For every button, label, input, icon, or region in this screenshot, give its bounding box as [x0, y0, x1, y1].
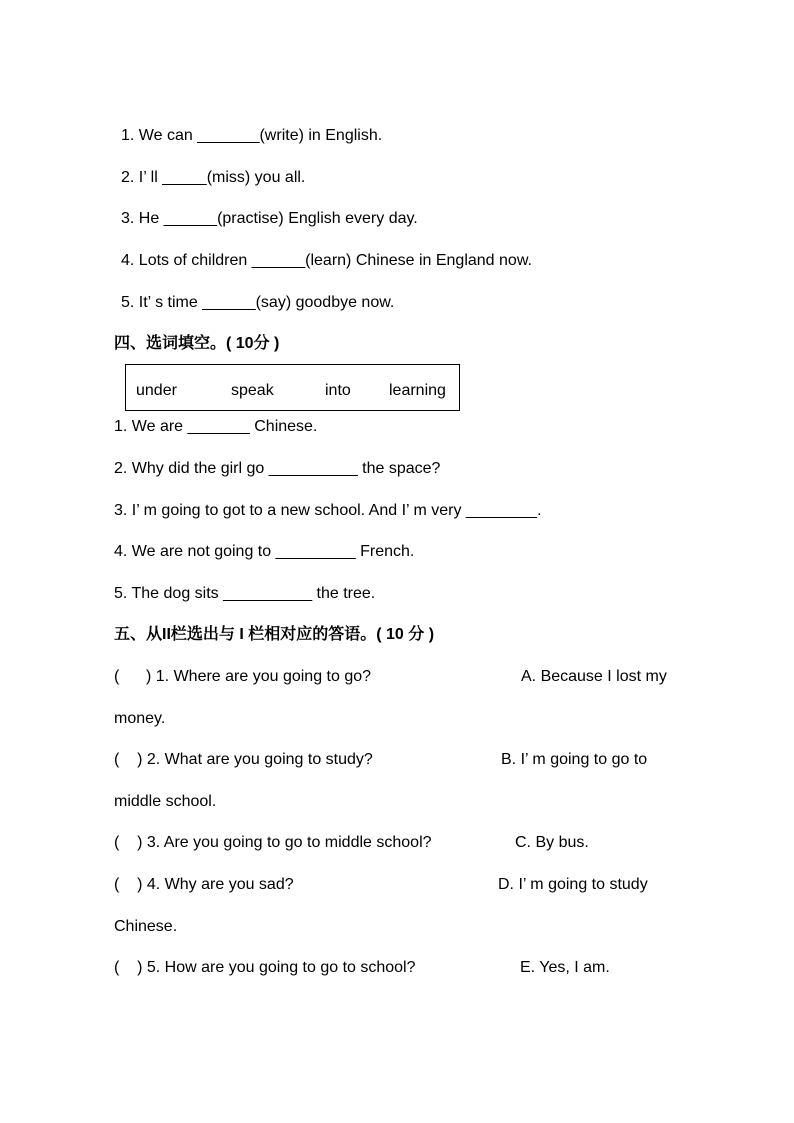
section4-item-1: 1. We are _______ Chinese. — [114, 418, 318, 435]
section4-item-4: 4. We are not going to _________ French. — [114, 543, 415, 560]
section4-item-5: 5. The dog sits __________ the tree. — [114, 585, 376, 602]
section4-title: 四、选词填空。( 10分 ) — [114, 335, 280, 352]
section5-answer-a-continued: money. — [114, 710, 166, 727]
word-bank-item: into — [325, 382, 351, 399]
section5-title: 五、从II栏选出与 I 栏相对应的答语。( 10 分 ) — [114, 626, 435, 643]
word-bank-item: under — [136, 382, 177, 399]
section3-item-5: 5. It’ s time ______(say) goodbye now. — [121, 294, 395, 311]
section5-question-4: ( ) 4. Why are you sad? — [114, 876, 294, 893]
section3-item-4: 4. Lots of children ______(learn) Chinese in England now. — [121, 252, 532, 269]
section3-item-2: 2. I’ ll _____(miss) you all. — [121, 169, 306, 186]
word-bank-item: speak — [231, 382, 274, 399]
section5-question-2: ( ) 2. What are you going to study? — [114, 751, 373, 768]
section5-answer-e: E. Yes, I am. — [520, 959, 610, 976]
section5-question-3: ( ) 3. Are you going to go to middle school? — [114, 834, 432, 851]
section5-question-5: ( ) 5. How are you going to go to school? — [114, 959, 416, 976]
section5-answer-d-continued: Chinese. — [114, 918, 178, 935]
section4-item-3: 3. I’ m going to got to a new school. And I’ m very ________. — [114, 502, 542, 519]
word-bank-box — [125, 364, 460, 411]
section3-item-1: 1. We can _______(write) in English. — [121, 127, 383, 144]
section5-answer-c: C. By bus. — [515, 834, 589, 851]
section5-question-1: ( ) 1. Where are you going to go? — [114, 668, 372, 685]
word-bank-item: learning — [389, 382, 446, 399]
section3-item-3: 3. He ______(practise) English every day. — [121, 210, 418, 227]
section5-answer-b-continued: middle school. — [114, 793, 217, 810]
section5-answer-d: D. I’ m going to study — [498, 876, 648, 893]
section5-answer-a: A. Because I lost my — [521, 668, 667, 685]
section4-item-2: 2. Why did the girl go __________ the space? — [114, 460, 441, 477]
section5-answer-b: B. I’ m going to go to — [501, 751, 648, 768]
